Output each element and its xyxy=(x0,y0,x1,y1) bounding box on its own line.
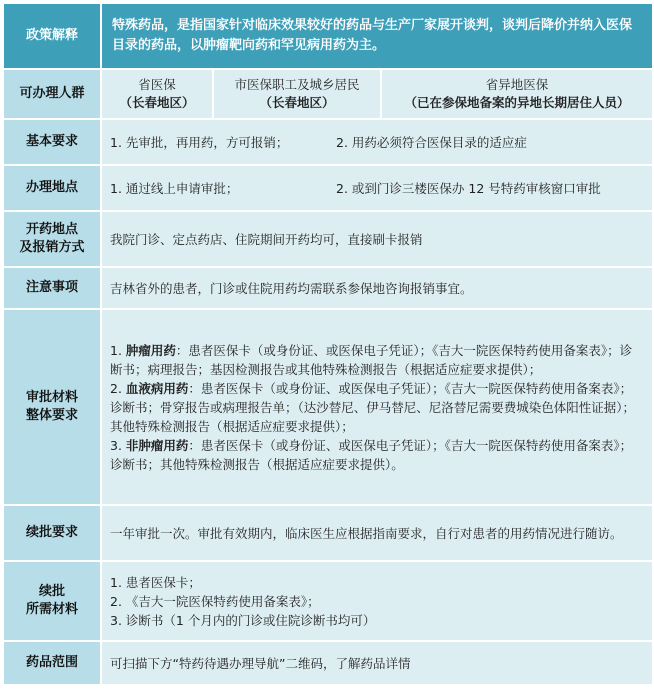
materials-item-num: 2. xyxy=(110,380,126,396)
row-materials xyxy=(3,309,653,505)
materials-item-title: 非肿瘤用药 xyxy=(125,437,189,453)
prescribe-label xyxy=(3,211,101,267)
row-basic xyxy=(3,119,653,165)
groups-label: 可办理人群 xyxy=(3,69,101,119)
materials-item-title: 血液病用药 xyxy=(125,380,189,396)
renewal-label: 续批要求 xyxy=(3,505,101,561)
scope-label: 药品范围 xyxy=(3,641,101,685)
renewal-materials-label-line1: 续批 xyxy=(38,584,65,599)
location-item-1: 1. 通过线上申请审批； xyxy=(110,180,239,196)
materials-content xyxy=(101,309,653,505)
group-city-name: 市医保职工及城乡居民 xyxy=(234,77,360,92)
renewal-text: 一年审批一次。审批有效期内，临床医生应根据指南要求，自行对患者的用药情况进行随访。 xyxy=(101,505,653,561)
renewal-materials-content xyxy=(101,561,653,641)
materials-item xyxy=(110,379,644,436)
materials-label-line1: 审批材料 xyxy=(25,390,78,405)
renewal-materials-item: 1. 患者医保卡； xyxy=(110,574,201,590)
group-remote-name: 省异地医保 xyxy=(485,77,549,92)
group-remote-area: （已在参保地备案的异地长期居住人员） xyxy=(404,95,630,110)
renewal-materials-item: 3. 诊断书（1 个月内的门诊或住院诊断书均可） xyxy=(110,612,376,628)
prescribe-text: 我院门诊、定点药店、住院期间开药均可，直接刷卡报销 xyxy=(101,211,653,267)
row-groups xyxy=(3,69,653,119)
materials-label-line2: 整体要求 xyxy=(25,408,78,423)
renewal-materials-item: 2. 《吉大一院医保特药使用备案表》； xyxy=(110,593,320,609)
basic-item-1: 1. 先审批，再用药，方可报销； xyxy=(110,134,289,150)
materials-label xyxy=(3,309,101,505)
row-policy xyxy=(3,3,653,69)
materials-item-num: 1. xyxy=(110,342,126,358)
materials-item xyxy=(110,341,644,379)
policy-label: 政策解释 xyxy=(3,3,101,69)
row-scope xyxy=(3,641,653,685)
row-prescribe xyxy=(3,211,653,267)
row-renewal xyxy=(3,505,653,561)
row-location xyxy=(3,165,653,211)
prescribe-label-line2: 及报销方式 xyxy=(19,240,85,255)
materials-item-title: 肿瘤用药 xyxy=(125,342,176,358)
materials-item xyxy=(110,436,644,474)
policy-text: 特殊药品，是指国家针对临床效果较好的药品与生产厂家展开谈判，谈判后降价并纳入医保目录的药品，以肿瘤靶向药和罕见病用药为主。 xyxy=(101,3,653,69)
row-notes xyxy=(3,267,653,309)
materials-item-text: ：患者医保卡（或身份证、或医保电子凭证）；《吉大一院医保特药使用备案表》；诊断书；骨穿报告或病理报告单；（达沙替尼、伊马替尼、尼洛替尼需要费城染色体阳性证据）；其他特殊检测报告（根据适应症要求提供）； xyxy=(110,380,636,434)
group-remote xyxy=(381,69,653,119)
group-provincial xyxy=(101,69,213,119)
notes-label: 注意事项 xyxy=(3,267,101,309)
materials-item-num: 3. xyxy=(110,437,126,453)
group-city xyxy=(213,69,381,119)
location-content xyxy=(101,165,653,211)
renewal-materials-label-line2: 所需材料 xyxy=(25,602,78,617)
prescribe-label-line1: 开药地点 xyxy=(25,222,78,237)
materials-item-text: ：患者医保卡（或身份证、或医保电子凭证）；《吉大一院医保特药使用备案表》；诊断书；病理报告；基因检测报告或其他特殊检测报告（根据适应症要求提供）； xyxy=(110,342,633,377)
location-label: 办理地点 xyxy=(3,165,101,211)
renewal-materials-label xyxy=(3,561,101,641)
policy-table xyxy=(2,2,654,686)
basic-content xyxy=(101,119,653,165)
basic-label: 基本要求 xyxy=(3,119,101,165)
basic-item-2: 2. 用药必须符合医保目录的适应症 xyxy=(336,134,527,150)
group-provincial-area: （长春地区） xyxy=(119,95,195,110)
materials-item-text: ：患者医保卡（或身份证、或医保电子凭证）；《吉大一院医保特药使用备案表》；诊断书；其他特殊检测报告（根据适应症要求提供）。 xyxy=(110,437,633,472)
group-city-area: （长春地区） xyxy=(259,95,335,110)
row-renewal-materials xyxy=(3,561,653,641)
notes-text: 吉林省外的患者，门诊或住院用药均需联系参保地咨询报销事宜。 xyxy=(101,267,653,309)
scope-text: 可扫描下方“特药待遇办理导航”二维码，了解药品详情 xyxy=(101,641,653,685)
group-provincial-name: 省医保 xyxy=(138,77,176,92)
location-item-2: 2. 或到门诊三楼医保办 12 号特药审核窗口审批 xyxy=(336,180,601,196)
